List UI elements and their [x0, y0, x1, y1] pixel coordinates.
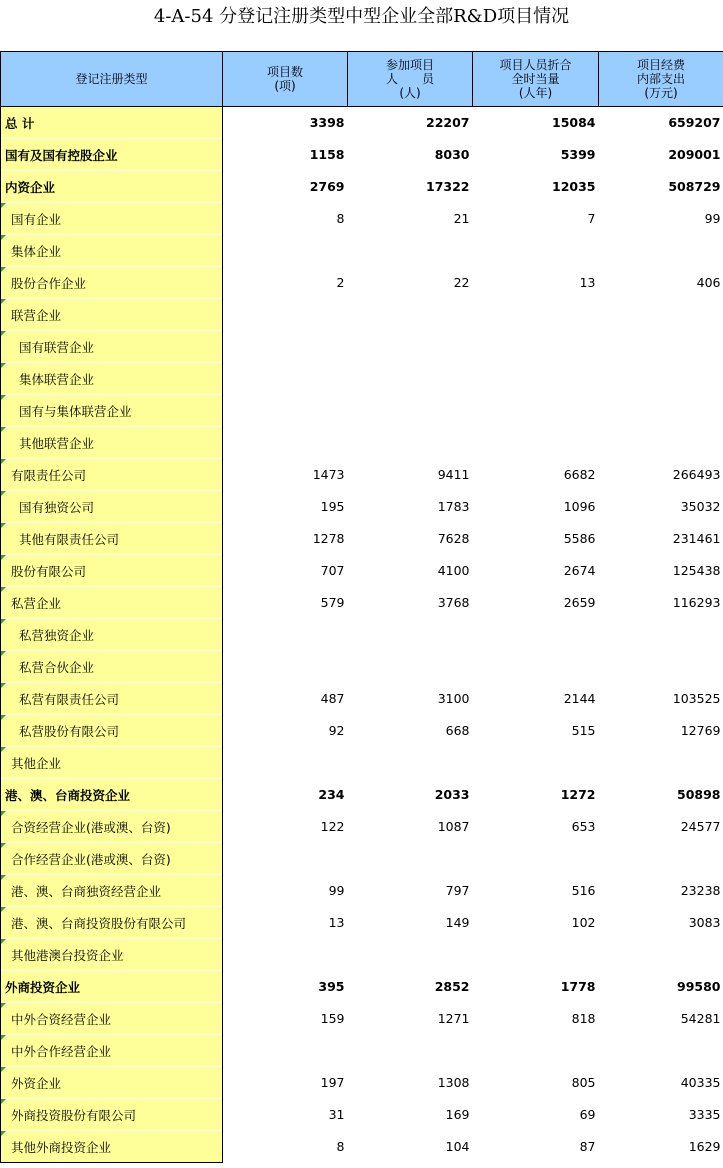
header-project-count: 项目数 (项)	[223, 52, 348, 107]
table-row	[1, 1131, 723, 1163]
cell-personnel: 797	[445, 883, 470, 898]
cell-expenditure: 24577	[680, 819, 721, 834]
row-label: 其他港澳台投资企业	[1, 939, 223, 971]
cell-fte: 12035	[552, 179, 596, 194]
cell-project-count: 195	[320, 499, 345, 514]
row-label: 联营企业	[1, 299, 223, 331]
cell-fte: 515	[571, 723, 596, 738]
cell-personnel	[348, 331, 473, 363]
cell-expenditure: 231461	[672, 531, 721, 546]
row-label: 有限责任公司	[1, 459, 223, 491]
cell-project-count: 197	[320, 1075, 345, 1090]
cell-personnel	[348, 235, 473, 267]
table-body	[1, 107, 723, 1163]
table-row	[1, 907, 723, 939]
cell-expenditure	[599, 395, 723, 427]
cell-personnel: 1783	[437, 499, 470, 514]
cell-fte	[473, 299, 599, 331]
table-row	[1, 523, 723, 555]
cell-project-count: 8	[336, 211, 345, 226]
cell-project-count: 8	[336, 1139, 345, 1154]
cell-fte	[473, 427, 599, 459]
cell-expenditure: 116293	[672, 595, 721, 610]
cell-expenditure: 125438	[672, 563, 721, 578]
row-label: 内资企业	[1, 171, 223, 203]
table-row	[1, 555, 723, 587]
cell-expenditure: 209001	[668, 147, 721, 162]
cell-personnel	[348, 395, 473, 427]
row-label: 国有独资公司	[1, 491, 223, 523]
cell-project-count: 3398	[309, 115, 345, 130]
table-row	[1, 171, 723, 203]
cell-project-count	[223, 619, 348, 651]
cell-expenditure: 40335	[680, 1075, 721, 1090]
row-label: 私营企业	[1, 587, 223, 619]
cell-project-count: 122	[320, 819, 345, 834]
row-label: 国有与集体联营企业	[1, 395, 223, 427]
cell-fte: 87	[579, 1139, 596, 1154]
cell-expenditure: 406	[696, 275, 721, 290]
table-row	[1, 779, 723, 811]
cell-project-count: 92	[328, 723, 345, 738]
table-row	[1, 683, 723, 715]
row-label: 私营股份有限公司	[1, 715, 223, 747]
row-label: 股份有限公司	[1, 555, 223, 587]
cell-fte	[473, 651, 599, 683]
table-row	[1, 619, 723, 651]
row-label: 外资企业	[1, 1067, 223, 1099]
cell-fte: 2144	[563, 691, 596, 706]
cell-project-count	[223, 843, 348, 875]
cell-project-count	[223, 235, 348, 267]
table-row	[1, 1035, 723, 1067]
cell-fte: 69	[579, 1107, 596, 1122]
cell-project-count: 1473	[312, 467, 345, 482]
cell-project-count	[223, 363, 348, 395]
row-label: 国有联营企业	[1, 331, 223, 363]
cell-personnel: 22207	[426, 115, 470, 130]
table-row	[1, 235, 723, 267]
cell-fte: 805	[571, 1075, 596, 1090]
cell-project-count: 1278	[312, 531, 345, 546]
table-row	[1, 843, 723, 875]
cell-expenditure	[599, 843, 723, 875]
cell-expenditure: 103525	[672, 691, 721, 706]
cell-expenditure	[599, 363, 723, 395]
cell-project-count	[223, 395, 348, 427]
table-row	[1, 139, 723, 171]
cell-personnel: 1087	[437, 819, 470, 834]
cell-expenditure	[599, 427, 723, 459]
data-table	[0, 51, 723, 1163]
cell-personnel: 2852	[434, 979, 470, 994]
header-personnel: 参加项目 人 员 (人)	[348, 52, 473, 107]
row-label: 合资经营企业(港或澳、台资)	[1, 811, 223, 843]
table-row	[1, 395, 723, 427]
cell-project-count: 707	[320, 563, 345, 578]
table-row	[1, 587, 723, 619]
cell-expenditure	[599, 747, 723, 779]
table-row	[1, 747, 723, 779]
cell-expenditure: 99	[704, 211, 721, 226]
cell-project-count	[223, 939, 348, 971]
cell-expenditure: 23238	[680, 883, 721, 898]
cell-personnel	[348, 299, 473, 331]
cell-fte: 516	[571, 883, 596, 898]
cell-personnel: 3100	[437, 691, 470, 706]
table-row	[1, 203, 723, 235]
cell-personnel	[348, 651, 473, 683]
cell-personnel	[348, 843, 473, 875]
cell-fte	[473, 331, 599, 363]
table-row	[1, 491, 723, 523]
cell-expenditure: 266493	[672, 467, 721, 482]
cell-fte: 7	[587, 211, 596, 226]
row-label: 国有企业	[1, 203, 223, 235]
cell-project-count	[223, 1035, 348, 1067]
row-label: 国有及国有控股企业	[1, 139, 223, 171]
cell-project-count: 1158	[309, 147, 345, 162]
cell-expenditure: 54281	[680, 1011, 721, 1026]
cell-fte	[473, 843, 599, 875]
row-label: 股份合作企业	[1, 267, 223, 299]
cell-expenditure	[599, 299, 723, 331]
table-row	[1, 971, 723, 1003]
row-label: 其他有限责任公司	[1, 523, 223, 555]
cell-expenditure	[599, 331, 723, 363]
cell-fte: 15084	[552, 115, 596, 130]
cell-personnel: 1308	[437, 1075, 470, 1090]
cell-expenditure	[599, 619, 723, 651]
cell-fte: 13	[579, 275, 596, 290]
cell-personnel: 2033	[434, 787, 470, 802]
cell-personnel: 169	[445, 1107, 470, 1122]
cell-fte: 5399	[560, 147, 596, 162]
table-row	[1, 875, 723, 907]
table-row	[1, 939, 723, 971]
cell-fte: 2674	[563, 563, 596, 578]
cell-personnel: 9411	[437, 467, 470, 482]
row-label: 其他外商投资企业	[1, 1131, 223, 1163]
cell-personnel	[348, 363, 473, 395]
cell-fte: 6682	[563, 467, 596, 482]
cell-fte	[473, 747, 599, 779]
cell-fte	[473, 1035, 599, 1067]
cell-expenditure: 99580	[677, 979, 721, 994]
row-label: 集体企业	[1, 235, 223, 267]
cell-fte: 2659	[563, 595, 596, 610]
row-label: 私营独资企业	[1, 619, 223, 651]
cell-fte: 1272	[560, 787, 596, 802]
header-row	[1, 52, 723, 107]
table-row	[1, 427, 723, 459]
row-label: 私营合伙企业	[1, 651, 223, 683]
cell-personnel: 104	[445, 1139, 470, 1154]
cell-fte: 5586	[563, 531, 596, 546]
row-label: 私营有限责任公司	[1, 683, 223, 715]
row-label: 港、澳、台商投资股份有限公司	[1, 907, 223, 939]
cell-expenditure	[599, 1035, 723, 1067]
cell-expenditure	[599, 651, 723, 683]
table-row	[1, 1099, 723, 1131]
cell-fte: 1096	[563, 499, 596, 514]
row-label: 港、澳、台商独资经营企业	[1, 875, 223, 907]
cell-project-count: 2	[336, 275, 345, 290]
cell-personnel: 8030	[434, 147, 470, 162]
row-label: 合作经营企业(港或澳、台资)	[1, 843, 223, 875]
cell-personnel: 1271	[437, 1011, 470, 1026]
cell-personnel: 4100	[437, 563, 470, 578]
cell-expenditure: 3335	[688, 1107, 721, 1122]
cell-expenditure: 3083	[688, 915, 721, 930]
cell-fte: 818	[571, 1011, 596, 1026]
cell-project-count	[223, 427, 348, 459]
cell-expenditure	[599, 939, 723, 971]
cell-expenditure: 35032	[680, 499, 721, 514]
cell-project-count: 2769	[309, 179, 345, 194]
cell-expenditure: 659207	[668, 115, 721, 130]
cell-fte	[473, 235, 599, 267]
cell-fte	[473, 395, 599, 427]
cell-personnel	[348, 619, 473, 651]
cell-fte: 653	[571, 819, 596, 834]
cell-personnel	[348, 939, 473, 971]
table-row	[1, 715, 723, 747]
row-label: 中外合资经营企业	[1, 1003, 223, 1035]
header-registration-type: 登记注册类型	[1, 52, 223, 107]
cell-project-count	[223, 331, 348, 363]
cell-personnel: 17322	[426, 179, 470, 194]
table-row	[1, 651, 723, 683]
row-label: 中外合作经营企业	[1, 1035, 223, 1067]
header-expenditure: 项目经费 内部支出 (万元)	[599, 52, 723, 107]
table-row	[1, 459, 723, 491]
row-label: 外商投资企业	[1, 971, 223, 1003]
cell-expenditure: 50898	[677, 787, 721, 802]
table-row	[1, 299, 723, 331]
cell-personnel: 21	[453, 211, 470, 226]
cell-fte	[473, 363, 599, 395]
cell-expenditure: 508729	[668, 179, 721, 194]
cell-personnel	[348, 1035, 473, 1067]
table-row	[1, 267, 723, 299]
cell-fte	[473, 619, 599, 651]
cell-project-count	[223, 299, 348, 331]
cell-personnel	[348, 427, 473, 459]
cell-personnel	[348, 747, 473, 779]
cell-personnel: 22	[453, 275, 470, 290]
table-row	[1, 1067, 723, 1099]
cell-personnel: 3768	[437, 595, 470, 610]
cell-fte	[473, 939, 599, 971]
cell-project-count: 31	[328, 1107, 345, 1122]
cell-project-count: 13	[328, 915, 345, 930]
cell-expenditure: 12769	[680, 723, 721, 738]
row-label: 其他联营企业	[1, 427, 223, 459]
row-label: 总 计	[1, 107, 223, 139]
row-label: 其他企业	[1, 747, 223, 779]
table-row	[1, 107, 723, 139]
table-row	[1, 811, 723, 843]
cell-project-count: 159	[320, 1011, 345, 1026]
cell-project-count: 487	[320, 691, 345, 706]
cell-project-count	[223, 651, 348, 683]
header-fte: 项目人员折合 全时当量 (人年)	[473, 52, 599, 107]
cell-project-count: 234	[318, 787, 345, 802]
table-row	[1, 331, 723, 363]
cell-expenditure: 1629	[688, 1139, 721, 1154]
row-label: 集体联营企业	[1, 363, 223, 395]
cell-personnel: 149	[445, 915, 470, 930]
cell-personnel: 668	[445, 723, 470, 738]
cell-project-count: 395	[318, 979, 345, 994]
cell-fte: 102	[571, 915, 596, 930]
row-label: 外商投资股份有限公司	[1, 1099, 223, 1131]
cell-fte: 1778	[560, 979, 596, 994]
cell-expenditure	[599, 235, 723, 267]
cell-project-count: 99	[328, 883, 345, 898]
page-title: 4-A-54 分登记注册类型中型企业全部R&D项目情况	[153, 6, 570, 27]
cell-personnel: 7628	[437, 531, 470, 546]
cell-project-count	[223, 747, 348, 779]
row-label: 港、澳、台商投资企业	[1, 779, 223, 811]
cell-project-count: 579	[320, 595, 345, 610]
table-row	[1, 1003, 723, 1035]
table-row	[1, 363, 723, 395]
